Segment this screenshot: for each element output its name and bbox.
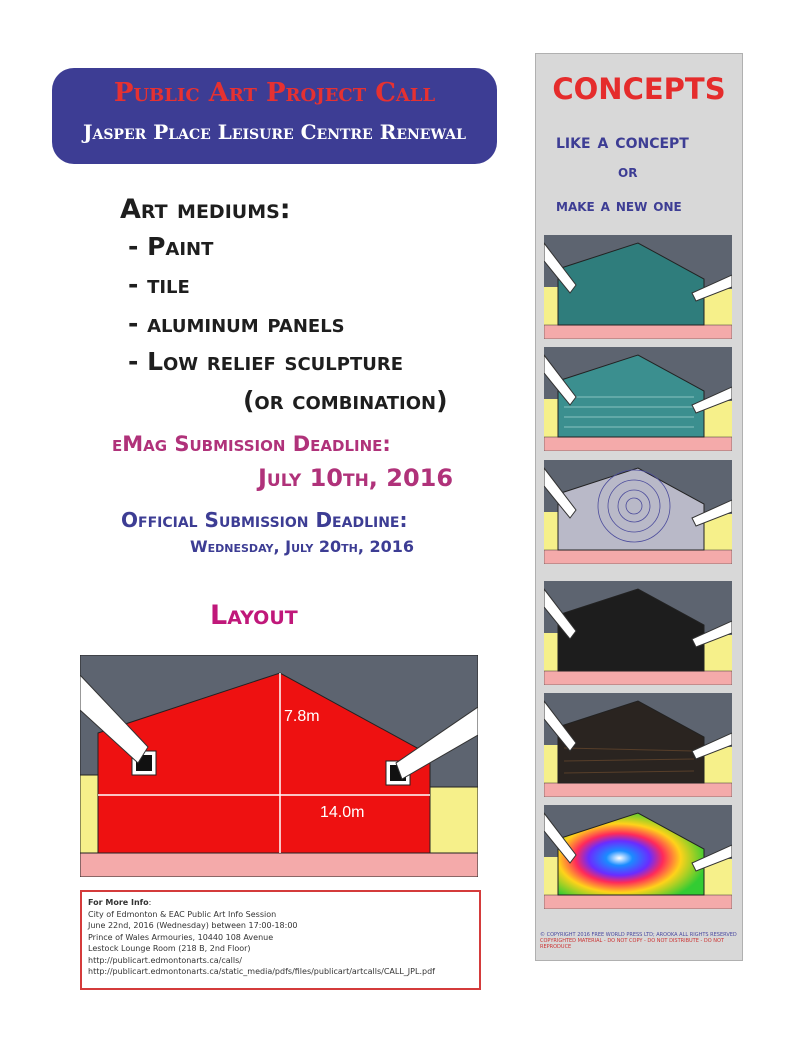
official-deadline-date: Wednesday, July 20th, 2016 <box>190 537 415 556</box>
mediums-heading: Art mediums: <box>120 194 291 225</box>
concept-thumbnail-4[interactable] <box>544 581 732 685</box>
medium-item-relief: - Low relief sculpture <box>128 347 403 376</box>
info-line: Prince of Wales Armouries, 10440 108 Avenue <box>88 932 274 942</box>
official-deadline-label: Official Submission Deadline: <box>121 508 408 532</box>
info-line: June 22nd, 2016 (Wednesday) between 17:00-18:00 <box>88 921 298 930</box>
width-dimension-label: 14.0m <box>320 804 365 821</box>
title-banner <box>52 68 497 164</box>
medium-item-paint: - Paint <box>128 232 214 261</box>
emag-deadline-date: July 10th, 2016 <box>258 464 454 492</box>
medium-combination-note: (or combination) <box>243 386 448 415</box>
layout-heading: Layout <box>210 600 298 631</box>
concepts-line-2: or <box>618 162 638 182</box>
layout-diagram <box>80 655 478 877</box>
medium-item-aluminum: - aluminum panels <box>128 309 345 338</box>
concept-thumbnail-2[interactable] <box>544 347 732 451</box>
copyright-warning: COPYRIGHTED MATERIAL - DO NOT COPY - DO NOT DISTRIBUTE - DO NOT REPRODUCE <box>540 938 724 950</box>
floor-strip <box>80 853 478 877</box>
concepts-line-1: like a concept <box>556 129 689 153</box>
info-line: Lestock Lounge Room (218 B, 2nd Floor) <box>88 944 251 953</box>
page-subtitle: Jasper Place Leisure Centre Renewal <box>83 120 466 144</box>
concept-thumbnail-5[interactable] <box>544 693 732 797</box>
info-heading: For More Info <box>88 898 149 907</box>
concepts-sidebar <box>535 53 743 961</box>
copyright-notice <box>540 932 740 950</box>
emag-deadline-label: eMag Submission Deadline: <box>112 432 391 456</box>
concept-thumbnail-1[interactable] <box>544 235 732 339</box>
info-link[interactable]: http://publicart.edmontonarts.ca/static_media/pdfs/files/publicart/artcalls/CALL_JPL.pdf <box>88 967 435 976</box>
copyright-line: © COPYRIGHT 2016 FREE WORLD PRESS LTD; AROOKA ALL RIGHTS RESERVED <box>540 932 737 938</box>
concepts-heading: CONCEPTS <box>552 72 726 106</box>
concept-thumbnail-3[interactable] <box>544 460 732 564</box>
height-dimension-label: 7.8m <box>284 708 320 725</box>
page-title: Public Art Project Call <box>113 78 436 108</box>
medium-item-tile: - tile <box>128 270 190 299</box>
concept-thumbnail-6[interactable] <box>544 805 732 909</box>
info-box: For More Info: City of Edmonton & EAC Public Art Info Session June 22nd, 2016 (Wednesday) between 17:00-18:00 Prince of Wales Armouries, 10440 108 Avenue Lestock Lounge Room (218 B, 2nd Floor) http://publicart.edmontonarts.ca/calls/ http://publicart.edmontonarts.ca/static_media/pdfs/files/publicart/artcalls/CALL_JPL.pdf <box>80 890 481 990</box>
info-link[interactable]: http://publicart.edmontonarts.ca/calls/ <box>88 955 242 965</box>
concepts-line-3: make a new one <box>556 196 682 216</box>
info-line: City of Edmonton & EAC Public Art Info Session <box>88 909 277 919</box>
